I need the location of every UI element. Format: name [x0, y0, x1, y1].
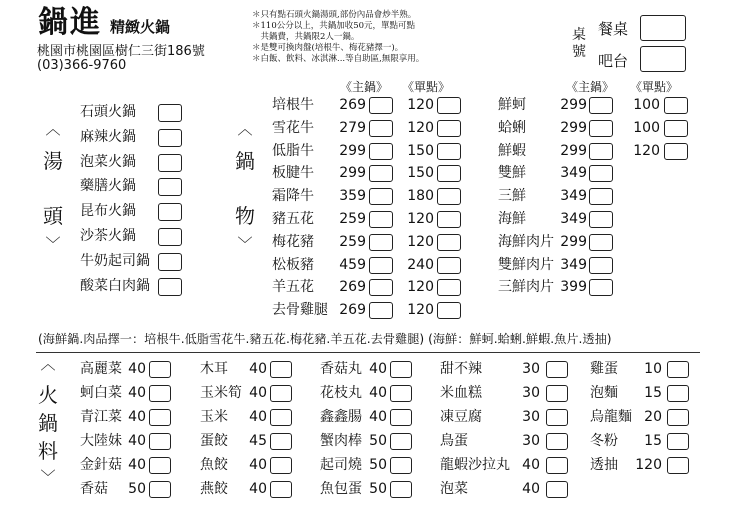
pot-item-label: 雪花牛	[272, 119, 314, 136]
topping-price: 40	[128, 361, 146, 377]
pot-main-checkbox[interactable]	[369, 234, 393, 251]
pot-title-char: 鍋	[235, 149, 255, 173]
pot-single-checkbox[interactable]	[437, 165, 461, 182]
topping-checkbox[interactable]	[390, 361, 412, 378]
topping-item-label: 鑫鑫腸	[320, 409, 362, 425]
soup-item-checkbox[interactable]	[158, 253, 182, 271]
topping-price: 40	[249, 409, 267, 425]
topping-price: 15	[644, 385, 662, 401]
topping-checkbox[interactable]	[546, 385, 568, 402]
topping-price: 30	[522, 361, 540, 377]
pot-item-label: 霜降牛	[272, 188, 314, 205]
chevron-up-icon: ︿	[237, 120, 253, 138]
topping-price: 120	[635, 457, 662, 473]
pot-main-price: 349	[560, 165, 587, 182]
chevron-down-icon: ﹀	[40, 468, 56, 486]
pot-main-checkbox[interactable]	[369, 143, 393, 160]
soup-item-label: 石頭火鍋	[80, 104, 136, 120]
note-line: 共鍋費，共鍋限2人一鍋。	[252, 32, 360, 42]
topping-checkbox[interactable]	[270, 481, 292, 498]
soup-item-label: 牛奶起司鍋	[80, 252, 150, 269]
topping-price: 40	[249, 481, 267, 497]
topping-price: 50	[369, 457, 387, 473]
pot-main-price: 259	[339, 233, 366, 250]
topping-checkbox[interactable]	[149, 409, 171, 426]
pot-item-label: 松板豬	[272, 256, 314, 273]
pot-footnote: (海鮮鍋.肉品擇一：培根牛.低脂雪花牛.豬五花.梅花豬.羊五花.去骨雞腿) (海鮮：鮮蚵.蛤蜊.鮮蝦.魚片.透抽)	[38, 332, 612, 346]
soup-item-label: 藥膳火鍋	[80, 178, 136, 195]
pot-main-price: 459	[339, 256, 366, 273]
pot-main-checkbox[interactable]	[589, 188, 613, 205]
pot-single-checkbox[interactable]	[664, 120, 688, 137]
pot-single-price: 180	[407, 188, 434, 205]
pot-item-label: 低脂牛	[272, 142, 314, 159]
pot-single-price: 120	[407, 211, 434, 227]
toppings-title-char: 火	[38, 383, 58, 407]
seat-option-bar-label: 吧台	[598, 52, 629, 70]
pot-single-checkbox[interactable]	[437, 211, 461, 228]
pot-single-price: 120	[633, 142, 660, 159]
section-divider	[36, 352, 700, 353]
pot-single-checkbox[interactable]	[437, 143, 461, 160]
pot-single-price: 120	[407, 233, 434, 250]
topping-item-label: 魚餃	[200, 457, 228, 473]
topping-price: 15	[644, 433, 662, 449]
pot-single-checkbox[interactable]	[664, 97, 688, 114]
topping-checkbox[interactable]	[270, 361, 292, 378]
pot-main-price: 269	[339, 279, 366, 296]
pot-main-checkbox[interactable]	[589, 120, 613, 137]
pot-single-checkbox[interactable]	[437, 120, 461, 137]
pot-main-checkbox[interactable]	[369, 188, 393, 205]
order-notes	[252, 10, 424, 65]
pot-main-price: 349	[560, 211, 587, 227]
soup-item-label: 泡菜火鍋	[80, 153, 136, 170]
note-line: ＊白飯、飲料、冰淇淋...等自助區,無限享用。	[252, 54, 425, 64]
soup-item-checkbox[interactable]	[158, 203, 182, 221]
seat-option-table-checkbox[interactable]	[640, 15, 686, 41]
topping-item-label: 泡菜	[440, 481, 468, 497]
note-line: ＊110公分以上，共鍋加收50元，單點可點	[252, 21, 416, 31]
topping-price: 40	[128, 457, 146, 473]
pot-item-label: 豬五花	[272, 211, 314, 227]
topping-checkbox[interactable]	[546, 409, 568, 426]
topping-checkbox[interactable]	[667, 457, 689, 474]
topping-item-label: 青江菜	[80, 409, 122, 425]
topping-price: 40	[128, 433, 146, 449]
pot-single-price: 150	[407, 165, 434, 182]
topping-price: 50	[369, 481, 387, 497]
pot-main-checkbox[interactable]	[369, 97, 393, 114]
topping-price: 40	[369, 385, 387, 401]
topping-checkbox[interactable]	[149, 385, 171, 402]
topping-item-label: 起司燒	[320, 457, 362, 473]
pot-main-price: 259	[339, 211, 366, 227]
topping-checkbox[interactable]	[149, 361, 171, 378]
topping-price: 40	[249, 361, 267, 377]
pot-main-price: 359	[339, 188, 366, 205]
topping-checkbox[interactable]	[667, 385, 689, 402]
chevron-up-icon: ︿	[40, 355, 56, 373]
seat-option-bar-checkbox[interactable]	[640, 46, 686, 72]
topping-price: 40	[369, 409, 387, 425]
topping-item-label: 玉米筍	[200, 385, 242, 401]
topping-item-label: 蛋餃	[200, 433, 228, 449]
pot-item-label: 海鮮	[498, 211, 526, 227]
topping-checkbox[interactable]	[546, 481, 568, 498]
topping-price: 40	[249, 457, 267, 473]
pot-main-price: 299	[560, 119, 587, 136]
topping-checkbox[interactable]	[270, 385, 292, 402]
pot-item-label: 羊五花	[272, 279, 314, 296]
pot-single-price: 120	[407, 119, 434, 136]
pot-single-checkbox[interactable]	[437, 234, 461, 251]
toppings-title-char: 鍋	[38, 411, 58, 435]
pot-main-checkbox[interactable]	[589, 279, 613, 296]
pot-main-checkbox[interactable]	[589, 143, 613, 160]
topping-checkbox[interactable]	[546, 361, 568, 378]
pot-main-price: 299	[560, 142, 587, 159]
pot-main-checkbox[interactable]	[369, 279, 393, 296]
topping-checkbox[interactable]	[149, 433, 171, 450]
topping-item-label: 米血糕	[440, 385, 482, 401]
pot-main-checkbox[interactable]	[589, 234, 613, 251]
pot-item-label: 鮮蝦	[498, 142, 526, 159]
column-header-single: 《單點》	[402, 80, 451, 94]
topping-item-label: 魚包蛋	[320, 481, 362, 497]
topping-price: 20	[644, 409, 662, 425]
pot-main-price: 279	[339, 119, 366, 136]
pot-main-checkbox[interactable]	[369, 165, 393, 182]
topping-price: 30	[522, 433, 540, 449]
pot-main-checkbox[interactable]	[369, 211, 393, 228]
topping-checkbox[interactable]	[149, 481, 171, 498]
pot-item-label: 三鮮肉片	[498, 279, 554, 296]
topping-checkbox[interactable]	[667, 409, 689, 426]
pot-item-label: 蛤蜊	[498, 119, 526, 136]
topping-item-label: 金針菇	[80, 457, 122, 473]
topping-item-label: 冬粉	[590, 433, 618, 449]
seat-option-table-label: 餐桌	[598, 20, 629, 38]
pot-item-label: 雙鮮肉片	[498, 256, 554, 273]
topping-checkbox[interactable]	[390, 457, 412, 474]
topping-checkbox[interactable]	[390, 481, 412, 498]
pot-single-checkbox[interactable]	[664, 143, 688, 160]
topping-checkbox[interactable]	[270, 457, 292, 474]
note-line: ＊是雙可換肉盤(培根牛、梅花豬擇一)。	[252, 43, 404, 53]
soup-item-label: 麻辣火鍋	[80, 128, 136, 145]
pot-main-checkbox[interactable]	[589, 211, 613, 228]
topping-item-label: 龍蝦沙拉丸	[440, 457, 510, 473]
pot-main-price: 349	[560, 188, 587, 205]
topping-checkbox[interactable]	[270, 409, 292, 426]
pot-item-label: 鮮蚵	[498, 97, 526, 113]
table-number-label: 桌號	[572, 27, 586, 60]
pot-title-char: 物	[235, 204, 255, 228]
toppings-title-char: 料	[38, 439, 58, 463]
pot-item-label: 板腱牛	[272, 165, 314, 182]
pot-single-checkbox[interactable]	[437, 97, 461, 114]
soup-title-char: 湯	[43, 149, 63, 173]
chevron-up-icon: ︿	[45, 120, 61, 138]
topping-item-label: 花枝丸	[320, 385, 362, 401]
pot-main-price: 299	[560, 97, 587, 113]
pot-main-checkbox[interactable]	[369, 302, 393, 319]
column-header-main: 《主鍋》	[340, 80, 389, 94]
chevron-down-icon: ﹀	[45, 235, 61, 253]
pot-single-price: 100	[633, 119, 660, 136]
pot-single-price: 150	[407, 142, 434, 159]
topping-item-label: 蚵白菜	[80, 385, 122, 401]
topping-item-label: 木耳	[200, 361, 228, 377]
topping-item-label: 玉米	[200, 409, 228, 425]
pot-main-price: 269	[339, 302, 366, 319]
topping-checkbox[interactable]	[390, 409, 412, 426]
pot-single-price: 120	[407, 302, 434, 319]
pot-item-label: 三鮮	[498, 188, 526, 205]
topping-item-label: 鳥蛋	[440, 433, 468, 449]
pot-main-price: 399	[560, 279, 587, 296]
pot-single-price: 100	[633, 97, 660, 113]
topping-checkbox[interactable]	[546, 457, 568, 474]
pot-main-price: 269	[339, 97, 366, 113]
topping-price: 30	[522, 409, 540, 425]
topping-price: 10	[644, 361, 662, 377]
topping-checkbox[interactable]	[390, 385, 412, 402]
topping-item-label: 香菇	[80, 481, 108, 497]
phone: (03)366-9760	[37, 58, 127, 73]
topping-price: 50	[128, 481, 146, 497]
chevron-down-icon: ﹀	[237, 235, 253, 253]
soup-item-label: 酸菜白肉鍋	[80, 277, 150, 294]
pot-item-label: 雙鮮	[498, 165, 526, 182]
pot-single-price: 240	[407, 256, 434, 273]
topping-item-label: 透抽	[590, 457, 618, 473]
topping-item-label: 凍豆腐	[440, 409, 482, 425]
pot-single-checkbox[interactable]	[437, 257, 461, 274]
topping-checkbox[interactable]	[667, 361, 689, 378]
soup-item-checkbox[interactable]	[158, 178, 182, 196]
pot-single-checkbox[interactable]	[437, 279, 461, 296]
soup-item-label: 沙茶火鍋	[80, 228, 136, 244]
note-line: ＊只有點石頭火鍋湯頭,部份內品會炒半熟。	[252, 10, 417, 20]
brand-subtitle: 精緻火鍋	[110, 18, 171, 36]
pot-item-label: 去骨雞腿	[272, 302, 328, 319]
topping-item-label: 烏龍麵	[590, 409, 632, 425]
topping-price: 40	[369, 361, 387, 377]
pot-single-price: 120	[407, 279, 434, 296]
pot-main-price: 299	[339, 165, 366, 182]
topping-item-label: 高麗菜	[80, 361, 122, 377]
topping-checkbox[interactable]	[546, 433, 568, 450]
topping-checkbox[interactable]	[270, 433, 292, 450]
column-header-main: 《主鍋》	[566, 80, 615, 94]
topping-item-label: 甜不辣	[440, 361, 482, 377]
topping-price: 40	[522, 481, 540, 497]
column-header-single: 《單點》	[630, 80, 679, 94]
soup-item-label: 昆布火鍋	[80, 203, 136, 220]
topping-item-label: 雞蛋	[590, 361, 618, 377]
pot-item-label: 梅花豬	[272, 233, 314, 250]
topping-price: 40	[128, 385, 146, 401]
pot-main-checkbox[interactable]	[589, 165, 613, 182]
soup-item-checkbox[interactable]	[158, 154, 182, 172]
soup-title-char: 頭	[43, 204, 63, 228]
topping-item-label: 蟹肉棒	[320, 433, 362, 449]
pot-single-price: 120	[407, 97, 434, 113]
topping-checkbox[interactable]	[390, 433, 412, 450]
pot-main-price: 299	[339, 142, 366, 159]
pot-main-checkbox[interactable]	[369, 120, 393, 137]
pot-single-checkbox[interactable]	[437, 302, 461, 319]
soup-item-checkbox[interactable]	[158, 104, 182, 122]
pot-item-label: 培根牛	[272, 97, 314, 113]
topping-price: 40	[249, 385, 267, 401]
topping-price: 45	[249, 433, 267, 449]
pot-main-checkbox[interactable]	[589, 257, 613, 274]
topping-item-label: 香菇丸	[320, 361, 362, 377]
topping-item-label: 燕餃	[200, 481, 228, 497]
soup-item-checkbox[interactable]	[158, 228, 182, 246]
topping-item-label: 大陸妹	[80, 433, 122, 449]
topping-checkbox[interactable]	[149, 457, 171, 474]
pot-main-checkbox[interactable]	[589, 97, 613, 114]
pot-main-price: 299	[560, 233, 587, 250]
soup-item-checkbox[interactable]	[158, 278, 182, 296]
topping-price: 30	[522, 385, 540, 401]
brand-logo: 鍋進	[38, 5, 102, 40]
address: 桃園市桃園區樹仁三街186號	[37, 44, 205, 59]
pot-main-checkbox[interactable]	[369, 257, 393, 274]
topping-price: 40	[522, 457, 540, 473]
topping-price: 40	[128, 409, 146, 425]
soup-item-checkbox[interactable]	[158, 129, 182, 147]
pot-item-label: 海鮮肉片	[498, 233, 554, 250]
topping-price: 50	[369, 433, 387, 449]
topping-checkbox[interactable]	[667, 433, 689, 450]
pot-main-price: 349	[560, 256, 587, 273]
topping-item-label: 泡麵	[590, 385, 618, 401]
pot-single-checkbox[interactable]	[437, 188, 461, 205]
